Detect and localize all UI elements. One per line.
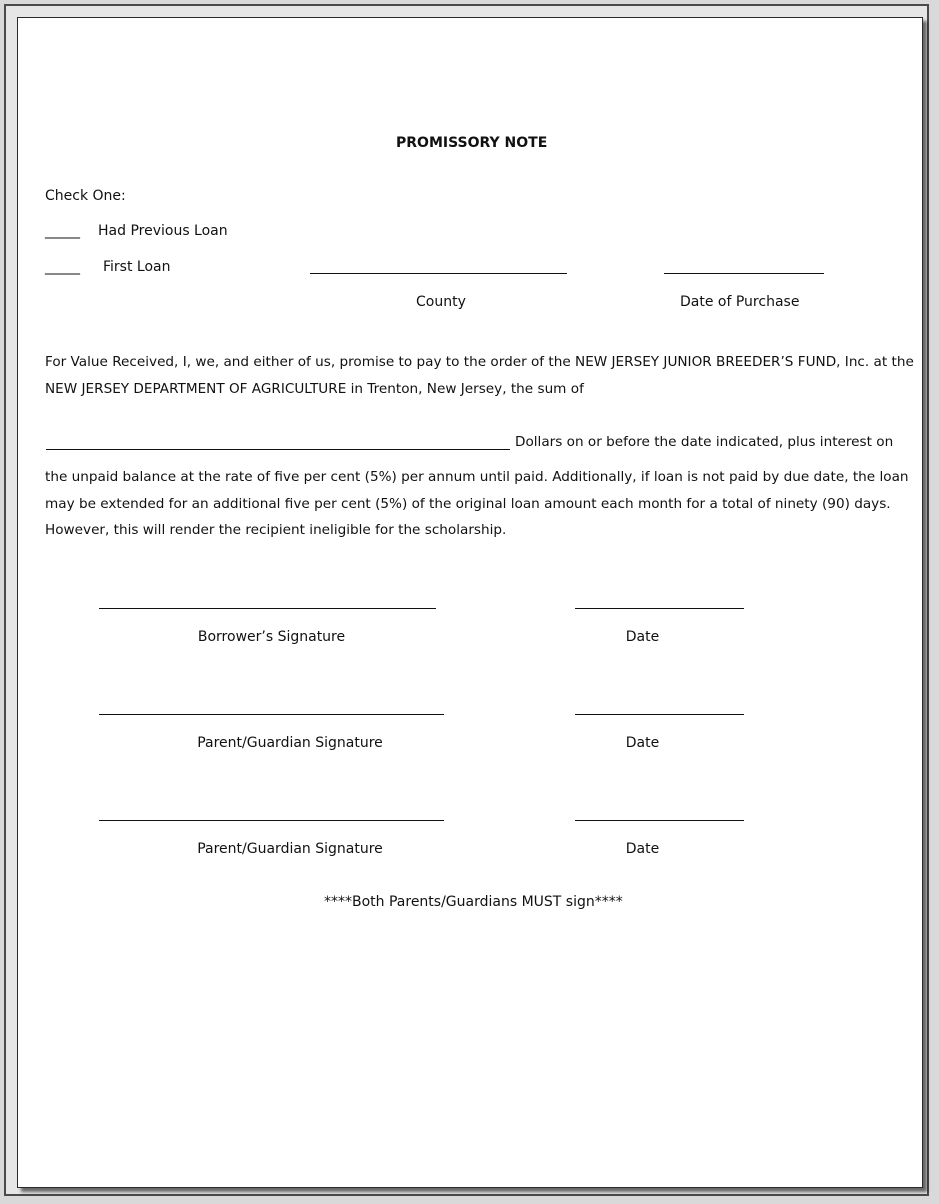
parent-signature-line-1[interactable]	[99, 714, 444, 715]
county-line[interactable]	[310, 273, 567, 274]
parent-signature-label-1: Parent/Guardian Signature	[197, 735, 383, 751]
checkbox-blank-first-loan[interactable]: _____	[45, 259, 80, 275]
document-page	[17, 17, 923, 1188]
county-label: County	[416, 294, 466, 310]
borrower-date-label: Date	[625, 629, 660, 645]
check-one-label: Check One:	[45, 188, 126, 204]
date-of-purchase-line[interactable]	[664, 273, 824, 274]
paragraph1-line1: For Value Received, I, we, and either of us, promise to pay to the order of the NEW JERSEY JUNIOR BREEDER’S FUND, Inc. at the	[45, 354, 914, 370]
paragraph1-line2: NEW JERSEY DEPARTMENT OF AGRICULTURE in Trenton, New Jersey, the sum of	[45, 381, 584, 397]
parent-date-line-2[interactable]	[575, 820, 744, 821]
dollars-text: Dollars on or before the date indicated, plus interest on	[515, 434, 894, 450]
amount-line[interactable]	[46, 449, 510, 450]
paragraph2-line2: may be extended for an additional five per cent (5%) of the original loan amount each month for a total of ninety (90) days.	[45, 496, 891, 512]
borrower-date-line[interactable]	[575, 608, 744, 609]
footer-note: ****Both Parents/Guardians MUST sign****	[324, 894, 623, 910]
paragraph2-line1: the unpaid balance at the rate of five per cent (5%) per annum until paid. Additionally, if loan is not paid by due date, the loan	[45, 469, 909, 485]
page-title: PROMISSORY NOTE	[396, 135, 548, 151]
option-had-previous-loan: Had Previous Loan	[98, 223, 228, 239]
parent-signature-line-2[interactable]	[99, 820, 444, 821]
paragraph2-line3: However, this will render the recipient ineligible for the scholarship.	[45, 522, 507, 538]
parent-date-label-1: Date	[625, 735, 660, 751]
parent-signature-label-2: Parent/Guardian Signature	[197, 841, 383, 857]
option-first-loan: First Loan	[103, 259, 171, 275]
date-of-purchase-label: Date of Purchase	[680, 294, 800, 310]
borrower-signature-line[interactable]	[99, 608, 436, 609]
parent-date-line-1[interactable]	[575, 714, 744, 715]
parent-date-label-2: Date	[625, 841, 660, 857]
borrower-signature-label: Borrower’s Signature	[197, 629, 346, 645]
checkbox-blank-previous-loan[interactable]: _____	[45, 223, 80, 239]
